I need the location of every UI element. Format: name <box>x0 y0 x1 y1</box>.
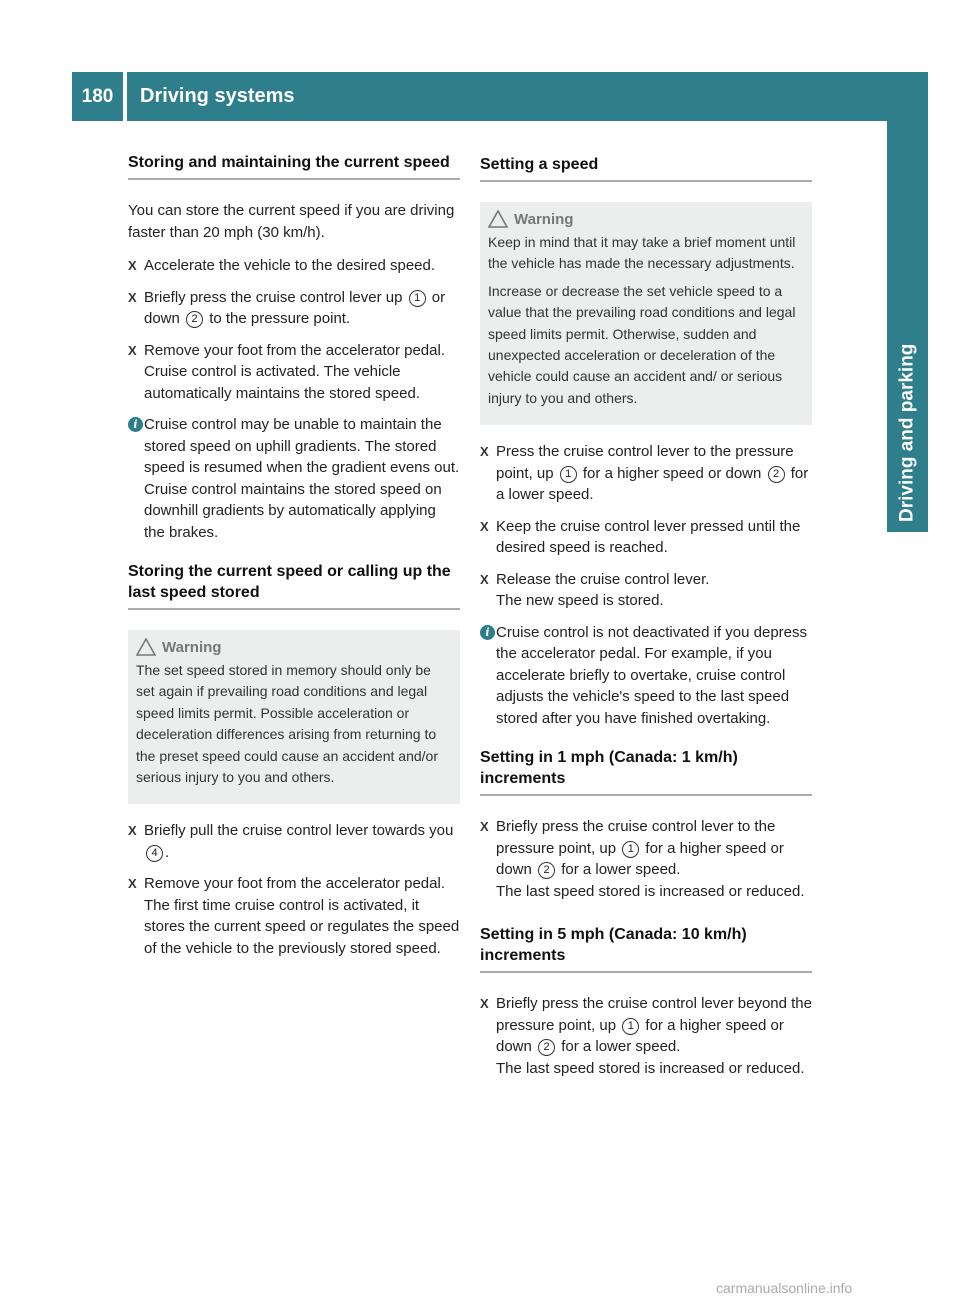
side-tab-text: Driving and parking <box>896 343 918 522</box>
step-marker-icon: X <box>128 258 137 273</box>
step-marker-icon: X <box>128 823 137 839</box>
info-note <box>480 622 812 730</box>
step-text: Briefly press the cruise control lever beyond the pressure point, up <box>496 995 812 1034</box>
step-result-text: The new speed is stored. <box>496 592 664 610</box>
callout-1-icon: 1 <box>560 466 577 483</box>
step-text: . <box>165 843 170 861</box>
step-marker-icon: X <box>480 996 489 1012</box>
callout-2-icon: 2 <box>186 311 203 328</box>
step-text: for a lower speed. <box>561 861 681 879</box>
step-marker-icon: X <box>480 571 489 587</box>
info-text: Cruise control is not deactivated if you depress the accelerator pedal. For example, if you accelerate briefly to overtake, cruise control adjusts the vehicle's speed to the last speed stored after you have finished overtaking. <box>496 623 807 727</box>
step-marker-icon: X <box>128 876 137 892</box>
step-marker-icon: X <box>480 444 489 460</box>
step-text: or down <box>144 288 446 327</box>
callout-1-icon: 1 <box>409 290 426 307</box>
step-text: Accelerate the vehicle to the desired speed. <box>144 257 436 274</box>
section-heading-calling-up: Storing the current speed or calling up the last speed stored <box>128 561 460 610</box>
step-result-text: The first time cruise control is activated, it stores the current speed or regulates the speed of the vehicle to the previously stored speed. <box>144 896 460 957</box>
callout-2-icon: 2 <box>538 1039 555 1056</box>
section-heading-5mph: Setting in 5 mph (Canada: 10 km/h) increments <box>480 924 812 973</box>
callout-2-icon: 2 <box>768 466 785 483</box>
step-text: for a higher speed or down <box>496 1016 784 1056</box>
callout-4-icon: 4 <box>146 845 163 862</box>
warning-label: Warning <box>162 638 222 656</box>
callout-1-icon: 1 <box>622 1018 639 1035</box>
warning-text: Keep in mind that it may take a brief moment until the vehicle has made the necessary adjustments. <box>488 234 796 272</box>
watermark: carmanualsonline.info <box>716 1280 853 1296</box>
callout-1-icon: 1 <box>622 841 639 858</box>
step-text: for a lower speed. <box>496 464 809 504</box>
step-item <box>480 569 812 612</box>
section-heading-setting-speed: Setting a speed <box>480 152 812 182</box>
info-text: Cruise control may be unable to maintain the stored speed on uphill gradients. The stored speed is resumed when the gradient evens out. Cruise control maintains the stored speed on downhill gradients by automatically applying the brakes. <box>144 416 460 541</box>
info-icon: i <box>128 417 143 432</box>
step-marker-icon: X <box>480 518 489 534</box>
step-marker-icon: X <box>480 819 489 835</box>
warning-text: Increase or decrease the set vehicle speed to a value that the prevailing road conditions and legal speed limits permit. Otherwise, sudden and unexpected acceleration or deceleration of the vehicle could cause an accident and/ or serious injury to you and others. <box>488 282 796 406</box>
step-text: Briefly pull the cruise control lever towards you <box>144 822 454 840</box>
warning-triangle-icon <box>136 638 156 656</box>
step-text: Press the cruise control lever to the pressure point, up <box>496 443 794 482</box>
step-text: Release the cruise control lever. <box>496 570 710 588</box>
step-result-text: The last speed stored is increased or reduced. <box>496 1059 805 1077</box>
info-note <box>128 414 460 543</box>
left-column <box>128 152 460 969</box>
warning-label: Warning <box>514 210 574 228</box>
info-icon: i <box>480 625 495 640</box>
section-heading-1mph: Setting in 1 mph (Canada: 1 km/h) increments <box>480 747 812 796</box>
step-text: for a higher speed or down <box>582 464 762 482</box>
page-number: 180 <box>81 85 114 107</box>
step-result-text: Cruise control is activated. The vehicle automatically maintains the stored speed. <box>144 363 420 402</box>
step-item <box>128 873 460 959</box>
paragraph: You can store the current speed if you are driving faster than 20 mph (30 km/h). <box>128 202 455 241</box>
step-item <box>480 993 812 1079</box>
warning-text: The set speed stored in memory should only be set again if prevailing road conditions and legal speed limits permit. Possible acceleration or deceleration differences arising from returning to the preset speed could cause an accident and/or serious injury to you and others. <box>136 662 438 786</box>
warning-box <box>480 202 812 425</box>
header-divider <box>123 72 127 121</box>
step-item <box>128 255 460 277</box>
step-text: Briefly press the cruise control lever up <box>144 288 403 306</box>
step-text: Keep the cruise control lever pressed until the desired speed is reached. <box>496 517 801 557</box>
step-text: for a lower speed. <box>561 1038 681 1056</box>
step-text: Remove your foot from the accelerator pedal. <box>144 875 445 893</box>
callout-2-icon: 2 <box>538 862 555 879</box>
warning-box <box>128 630 460 804</box>
section-heading-storing: Storing and maintaining the current speed <box>128 152 460 180</box>
step-marker-icon: X <box>128 289 137 305</box>
chapter-title: Driving systems <box>140 85 295 107</box>
side-tab-label <box>887 72 928 532</box>
step-item <box>480 816 812 902</box>
step-text: Briefly press the cruise control lever to the pressure point, up <box>496 818 776 857</box>
step-marker-icon: X <box>128 342 137 358</box>
step-item <box>480 441 812 506</box>
step-text: Remove your foot from the accelerator pedal. <box>144 341 445 359</box>
step-item <box>128 820 460 863</box>
step-item <box>480 516 812 559</box>
step-item <box>128 287 460 330</box>
step-item <box>128 340 460 405</box>
right-column <box>480 152 812 1089</box>
step-text: for a higher speed or down <box>496 839 784 879</box>
warning-triangle-icon <box>488 210 508 228</box>
step-result-text: The last speed stored is increased or reduced. <box>496 882 805 900</box>
step-text: to the pressure point. <box>209 310 351 327</box>
